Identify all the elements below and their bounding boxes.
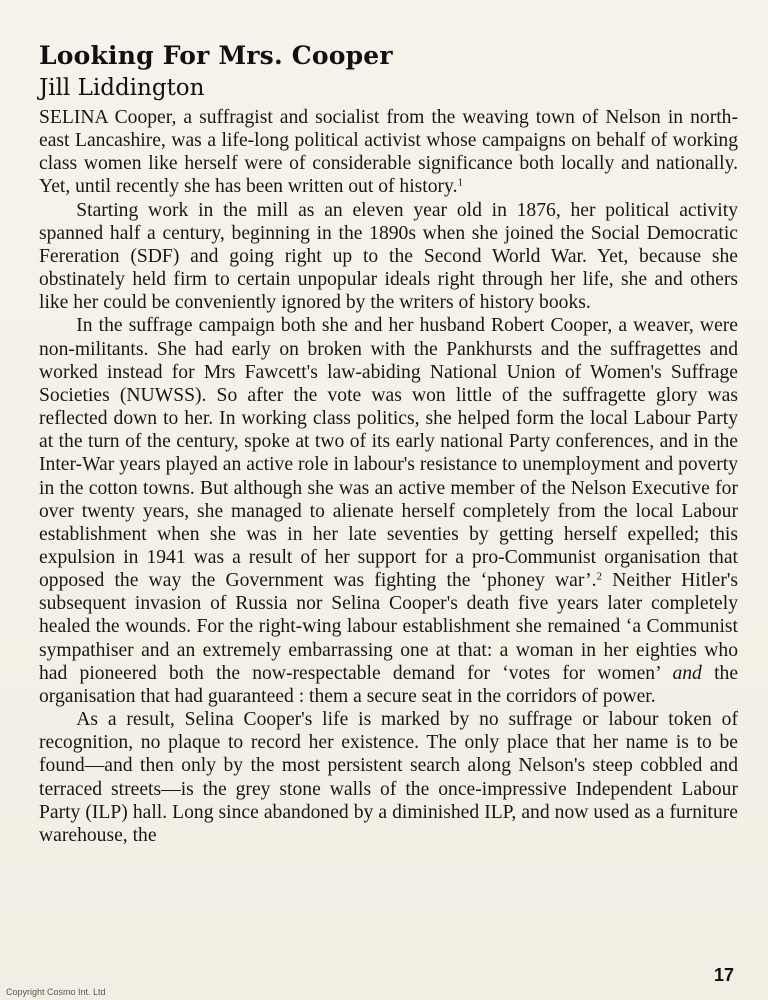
page-number: 17 [713, 965, 734, 985]
paragraph-text: Neither Hitler's subsequent invasion of Russia nor Selina Cooper's death five years later completely healed the wounds. For the right-wing labour establishment she remained ‘a Communist sympathiser and an extremely embarrassing one at that: a woman in her eighties who had pioneered both the now-respectable demand for ‘votes for women’ [39, 570, 739, 684]
footnote-marker-1: 1 [457, 176, 463, 189]
paragraph-text: In the suffrage campaign both she and her husband Robert Cooper, a weaver, were non-militants. She had early on broken with the Pankhursts and the suffragettes and worked instead for Mrs Fawcett's law-abiding National Union of Women's Suffrage Societies (NUWSS). So after the vote was won little of the suffragette glory was reflected down to her. In working class politics, she helped form the local Labour Party at the turn of the century, spoke at two of its early national Party conferences, and in the Inter-War years played an active role in labour's resistance to unemployment and poverty in the cotton towns. But although she was an active member of the Nelson Executive for over twenty years, she managed to alienate herself completely from the local Labour establishment when she was in her late seventies by getting herself expelled; this expulsion in 1941 was a result of her support for a pro-Communist organisation that opposed the way the Government was fighting the ‘phoney war’. [39, 315, 738, 592]
paragraph-2 [39, 199, 738, 315]
paragraph-3 [39, 314, 738, 708]
article-body [39, 106, 738, 847]
article-author: Jill Liddington [39, 75, 205, 101]
emphasis-text: and [672, 662, 702, 684]
paragraph-text: As a result, Selina Cooper's life is marked by no suffrage or labour token of recognition, no plaque to record her existence. The only place that her name is to be found—and then only by the most persistent search along Nelson's steep cobbled and terraced streets—is the grey stone walls of the once-impressive Independent Labour Party (ILP) hall. Long since abandoned by a diminished ILP, and now used as a furniture warehouse, the [39, 709, 738, 846]
paragraph-text: Starting work in the mill as an eleven year old in 1876, her political activity spanned half a century, beginning in the 1890s when she joined the Social Democratic Fereration (SDF) and going right up to the Second World War. Yet, because she obstinately held firm to certain unpopular ideals right through her life, she and others like her could be conveniently ignored by the writers of history books. [39, 199, 738, 314]
copyright-watermark: Copyright Cosmo Int. Ltd [6, 987, 106, 997]
paragraph-text: SELINA Cooper, a suffragist and socialist from the weaving town of Nelson in north-east Lancashire, was a life-long political activist whose campaigns on behalf of working class women like herself were of considerable significance both locally and nationally. Yet, until recently she has been written out of history. [39, 107, 738, 198]
footnote-marker-2: 2 [596, 570, 603, 583]
paragraph-text: the organisation that had guaranteed : them a secure seat in the corridors of power. [39, 662, 739, 707]
paragraph-1 [39, 106, 738, 199]
article-title: Looking For Mrs. Cooper [39, 41, 393, 70]
paragraph-4 [39, 708, 738, 847]
